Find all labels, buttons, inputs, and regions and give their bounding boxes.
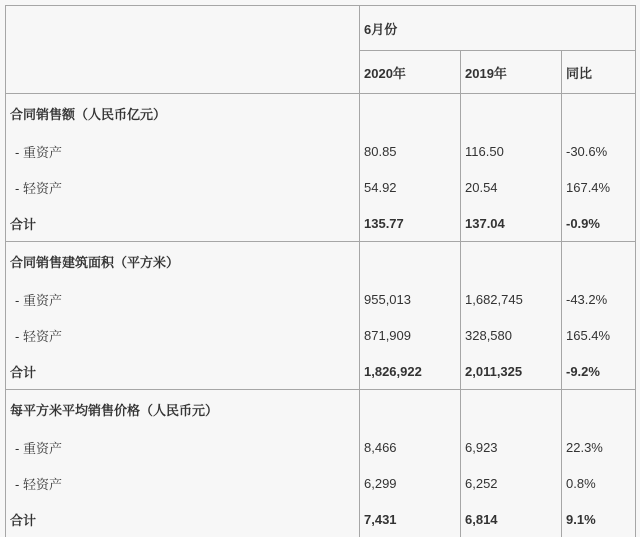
header-col-2020: 2020年 [360, 51, 461, 94]
value-yoy: -30.6% [562, 134, 636, 170]
value-2020: 955,013 [360, 282, 461, 318]
header-col-yoy: 同比 [562, 51, 636, 94]
total-row [6, 206, 636, 242]
table-row [6, 170, 636, 206]
value-2019: 6,252 [461, 466, 562, 502]
empty-cell [461, 94, 562, 134]
sales-report-table [5, 5, 636, 537]
total-2019: 137.04 [461, 206, 562, 242]
value-2019: 20.54 [461, 170, 562, 206]
table-row [6, 282, 636, 318]
total-2020: 135.77 [360, 206, 461, 242]
row-label: - 重资产 [6, 134, 360, 170]
total-yoy: -0.9% [562, 206, 636, 242]
total-label: 合计 [6, 206, 360, 242]
row-label: - 轻资产 [6, 318, 360, 354]
section-title: 合同销售额（人民币亿元） [6, 94, 360, 134]
value-2020: 871,909 [360, 318, 461, 354]
total-2020: 1,826,922 [360, 354, 461, 390]
table-row [6, 430, 636, 466]
section-contract-gfa [6, 242, 636, 390]
value-2020: 80.85 [360, 134, 461, 170]
total-2020: 7,431 [360, 502, 461, 537]
header-corner-cell [6, 6, 360, 94]
row-label: - 轻资产 [6, 466, 360, 502]
section-contract-sales [6, 94, 636, 242]
empty-cell [562, 94, 636, 134]
table-row [6, 134, 636, 170]
value-2019: 116.50 [461, 134, 562, 170]
table-row [6, 466, 636, 502]
value-2020: 6,299 [360, 466, 461, 502]
total-label: 合计 [6, 354, 360, 390]
empty-cell [360, 94, 461, 134]
empty-cell [360, 242, 461, 282]
value-2019: 1,682,745 [461, 282, 562, 318]
row-label: - 重资产 [6, 430, 360, 466]
total-row [6, 502, 636, 537]
header-col-2019: 2019年 [461, 51, 562, 94]
value-yoy: 165.4% [562, 318, 636, 354]
empty-cell [461, 242, 562, 282]
total-yoy: -9.2% [562, 354, 636, 390]
value-yoy: 167.4% [562, 170, 636, 206]
value-yoy: 0.8% [562, 466, 636, 502]
value-yoy: -43.2% [562, 282, 636, 318]
total-label: 合计 [6, 502, 360, 537]
section-title: 合同销售建筑面积（平方米） [6, 242, 360, 282]
section-title-row [6, 390, 636, 430]
table-row [6, 318, 636, 354]
value-2019: 6,923 [461, 430, 562, 466]
empty-cell [360, 390, 461, 430]
section-title: 每平方米平均销售价格（人民币元） [6, 390, 360, 430]
value-yoy: 22.3% [562, 430, 636, 466]
empty-cell [562, 242, 636, 282]
value-2020: 54.92 [360, 170, 461, 206]
total-row [6, 354, 636, 390]
total-2019: 6,814 [461, 502, 562, 537]
empty-cell [461, 390, 562, 430]
section-title-row [6, 94, 636, 134]
header-month-cell: 6月份 [360, 6, 636, 51]
total-yoy: 9.1% [562, 502, 636, 537]
total-2019: 2,011,325 [461, 354, 562, 390]
empty-cell [562, 390, 636, 430]
value-2020: 8,466 [360, 430, 461, 466]
value-2019: 328,580 [461, 318, 562, 354]
section-average-price [6, 390, 636, 537]
header-group-row [6, 6, 636, 51]
row-label: - 轻资产 [6, 170, 360, 206]
section-title-row [6, 242, 636, 282]
row-label: - 重资产 [6, 282, 360, 318]
